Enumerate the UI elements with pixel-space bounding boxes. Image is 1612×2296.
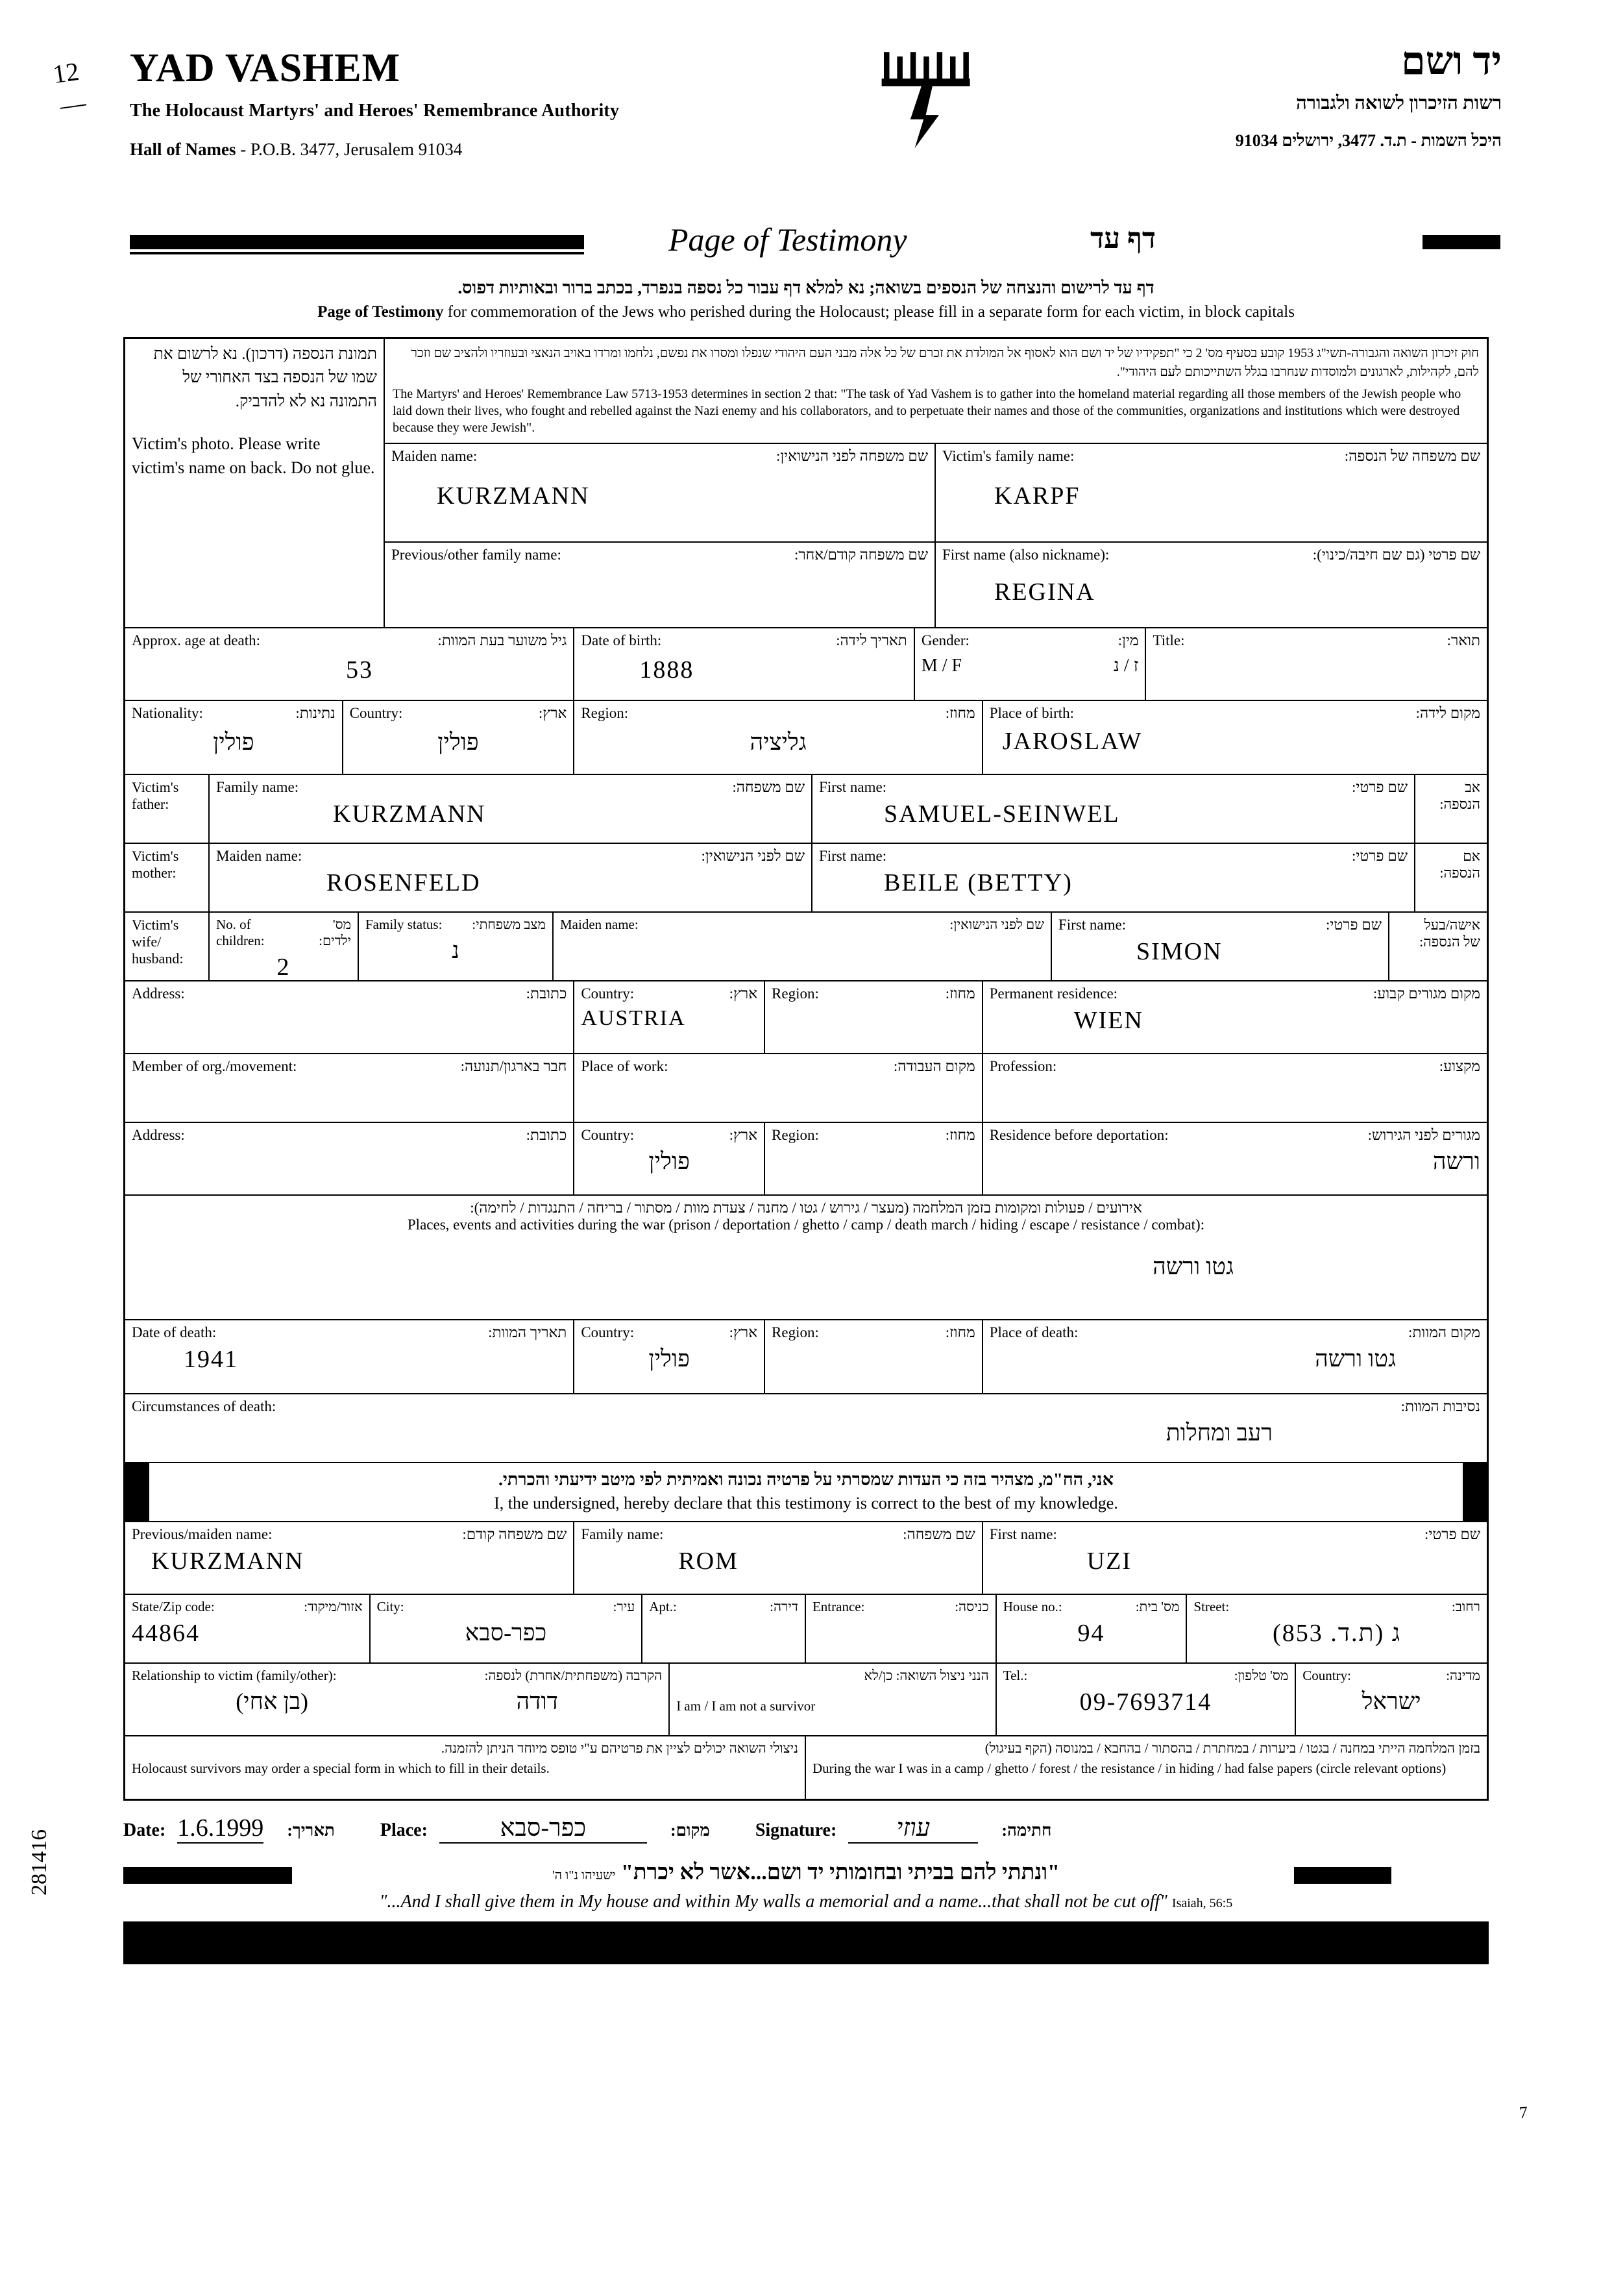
circumstances-label-en: Circumstances of death: <box>132 1398 276 1414</box>
mother-row <box>125 844 1487 913</box>
spouse-maiden-label-he: שם לפני הנישואין: <box>949 917 1044 932</box>
predeport-residence-label-he: מגורים לפני הגירוש: <box>1367 1127 1480 1143</box>
bottom-stamp: 7 <box>1518 2103 1528 2123</box>
quote-rule-left <box>123 1867 292 1884</box>
mother-first-name-label-en: First name: <box>819 848 887 864</box>
city-field[interactable] <box>371 1595 643 1662</box>
death-row <box>125 1320 1487 1394</box>
declaration-row <box>125 1463 1487 1522</box>
family-status-label-he: מצב משפחתי: <box>472 917 546 932</box>
father-side-label-he-1: אב <box>1465 779 1480 795</box>
permanent-residence-label-en: Permanent residence: <box>989 985 1118 1002</box>
victim-first-name-value: REGINA <box>994 578 1095 606</box>
survivor-label-en: I am / I am not a survivor <box>676 1698 816 1714</box>
nationality-field[interactable] <box>125 701 343 774</box>
submitter-first-name-field[interactable] <box>983 1522 1487 1594</box>
signature-label-he: חתימה: <box>1001 1821 1052 1840</box>
telephone-value: 09-7693714 <box>1079 1688 1212 1716</box>
predeport-address-label-en: Address: <box>132 1127 185 1143</box>
instructions <box>97 278 1515 321</box>
footer-black-bar <box>123 1921 1489 1964</box>
gender-options-en[interactable]: M / F <box>921 656 962 676</box>
father-family-name-label-en: Family name: <box>216 779 299 795</box>
declaration-he: אני, הח"מ, מצהיר בזה כי העדות שמסרתי על פרטיה נכונה ואמיתית לפי מיטב ידיעתי והכרתי. <box>498 1470 1114 1489</box>
mother-first-name-label-he: שם פרטי: <box>1351 848 1408 864</box>
zip-label-en: State/Zip code: <box>132 1599 215 1614</box>
hall-of-names-bold: Hall of Names <box>130 140 236 159</box>
house-no-field[interactable] <box>997 1595 1188 1662</box>
page-title-he: דף עד <box>1090 223 1156 254</box>
gender-options-he[interactable]: ז / נ <box>1113 656 1139 676</box>
telephone-label-en: Tel.: <box>1003 1668 1028 1683</box>
predeport-region-label-en: Region: <box>772 1127 819 1143</box>
submitter-country-value: ישראל <box>1362 1688 1421 1714</box>
predeport-country-label-en: Country: <box>581 1127 635 1143</box>
spouse-first-name-field[interactable] <box>1052 913 1389 980</box>
place-label-he: מקום: <box>670 1821 710 1840</box>
death-country-field[interactable] <box>574 1320 765 1393</box>
wartime-options-note[interactable] <box>806 1736 1487 1799</box>
birth-region-value: גליציה <box>750 729 807 755</box>
date-of-death-label-he: תאריך המוות: <box>488 1324 567 1340</box>
father-family-name-label-he: שם משפחה: <box>732 779 805 795</box>
maiden-name-label-en: Maiden name: <box>391 448 478 464</box>
family-status-label-en: Family status: <box>365 917 443 932</box>
spouse-first-name-label-en: First name: <box>1058 917 1127 933</box>
quote-he <box>123 1860 1489 1885</box>
nationality-value: פולין <box>213 729 254 755</box>
entrance-label-en: Entrance: <box>812 1599 865 1614</box>
circumstances-value: רעב ומחלות <box>1166 1420 1273 1446</box>
pre-deportation-row <box>125 1123 1487 1196</box>
death-region-field[interactable] <box>765 1320 983 1393</box>
previous-family-name-label-he: שם משפחה קודם/אחר: <box>794 547 928 563</box>
entrance-field[interactable] <box>806 1595 997 1662</box>
predeport-residence-value: ורשה <box>1432 1148 1480 1174</box>
declaration-block-right <box>1465 1463 1487 1521</box>
date-field[interactable] <box>123 1814 335 1844</box>
father-side-label-he-2: הנספה: <box>1439 796 1480 812</box>
death-region-label-he: מחוז: <box>945 1324 975 1340</box>
spouse-side-label-en-2: husband: <box>132 950 184 967</box>
profession-label-he: מקצוע: <box>1439 1058 1480 1074</box>
date-label-en: Date: <box>123 1820 166 1840</box>
date-label-he: תאריך: <box>287 1821 335 1840</box>
quote-en-ref: Isaiah, 56:5 <box>1171 1896 1233 1910</box>
gender-label-en: Gender: <box>921 632 970 648</box>
survivor-form-note-en: Holocaust survivors may order a special form in which to fill in their details. <box>132 1760 550 1776</box>
org-title-he: יד ושם <box>1401 40 1502 82</box>
family-status-value: נ <box>452 937 459 963</box>
war-events-value: גטו ורשה <box>1153 1253 1234 1279</box>
quote-en-text: "...And I shall give them in My house and within My walls a memorial and a name...that shall not be cut off" <box>379 1892 1167 1912</box>
circumstances-label-he: נסיבות המוות: <box>1400 1398 1480 1414</box>
predeport-region-label-he: מחוז: <box>945 1127 975 1143</box>
document-header <box>97 26 1515 221</box>
submitter-family-name-value: ROM <box>678 1548 739 1575</box>
place-label-en: Place: <box>380 1820 428 1840</box>
place-of-death-label-he: מקום המוות: <box>1408 1324 1480 1340</box>
org-title-en: YAD VASHEM <box>130 46 401 90</box>
maiden-name-value: KURZMANN <box>437 482 590 510</box>
maiden-name-field[interactable] <box>385 444 936 541</box>
page-title-en: Page of Testimony <box>668 221 907 258</box>
photo-note-en: Victim's photo. Please write victim's name on back. Do not glue. <box>132 434 375 478</box>
victim-family-name-label-en: Victim's family name: <box>942 448 1075 464</box>
menorah-logo <box>863 45 993 156</box>
victim-family-name-value: KARPF <box>994 482 1081 510</box>
father-first-name-label-en: First name: <box>819 779 887 795</box>
victim-first-name-label-he: שם פרטי (גם שם חיבה/כינוי): <box>1312 547 1480 563</box>
house-no-label-he: מס' בית: <box>1135 1599 1180 1614</box>
zip-label-he: אזור/מיקוד: <box>304 1599 363 1614</box>
place-of-work-field[interactable] <box>574 1054 983 1122</box>
nationality-label-en: Nationality: <box>132 705 203 721</box>
submitter-prev-maiden-label-en: Previous/maiden name: <box>132 1526 273 1542</box>
age-at-death-label-en: Approx. age at death: <box>132 632 260 648</box>
place-of-birth-value: JAROSLAW <box>1002 728 1143 755</box>
submitter-prev-maiden-label-he: שם משפחה קודם: <box>462 1526 567 1542</box>
hall-of-names-he: היכל השמות - ת.ד. 3477, ירושלים 91034 <box>1235 131 1502 150</box>
date-of-death-field[interactable] <box>125 1320 574 1393</box>
relationship-value: דודה <box>516 1688 558 1714</box>
quote-block <box>123 1860 1489 1912</box>
residence-address-field[interactable] <box>125 981 574 1053</box>
father-side-label-en-1: Victim's <box>132 779 179 795</box>
date-of-birth-value: 1888 <box>639 656 694 684</box>
birth-region-field[interactable] <box>574 701 983 774</box>
place-value: כפר-סבא <box>439 1814 647 1844</box>
house-no-value: 94 <box>1077 1620 1105 1647</box>
submitter-prev-maiden-field[interactable] <box>125 1522 574 1594</box>
wartime-options-note-he: בזמן המלחמה הייתי במחנה / בגטו / ביערות / במחתרת / בהסתור / בהחבא / במנוסה (הקף בעיגול) <box>984 1740 1480 1756</box>
age-at-death-field[interactable] <box>125 628 574 700</box>
place-field[interactable] <box>380 1814 710 1844</box>
birth-country-label-he: ארץ: <box>538 705 567 721</box>
law-text-he: חוק זיכרון השואה והגבורה-תשי"ג 1953 קובע בסעיף מס' 2 כי "תפקידיו של יד ושם הוא לאסוף אל המולדת את זכרם של כל אלה מבני העם היהודי שנפלו ומסרו את נפשם, נלחמו ומרדו באויב הנאצי ובעוזריו ולהציב שם וזכר להם, לקהילות, לארגונים ולמוסדות שנחרבו בגלל השתייכותם לעם היהודי". <box>411 346 1479 379</box>
age-dob-gender-row <box>125 628 1487 701</box>
organization-label-en: Member of org./movement: <box>132 1058 297 1074</box>
notes-row <box>125 1736 1487 1799</box>
victim-family-name-label-he: שם משפחה של הנספה: <box>1344 448 1480 464</box>
date-value: 1.6.1999 <box>177 1814 263 1844</box>
nationality-label-he: נתינות: <box>295 705 336 721</box>
place-of-birth-label-he: מקום לידה: <box>1415 705 1480 721</box>
children-count-value: 2 <box>276 954 291 981</box>
residence-country-field[interactable] <box>574 981 765 1053</box>
city-value: כפר-סבא <box>465 1620 547 1646</box>
page-of-testimony-title-row <box>97 221 1515 269</box>
birth-region-label-en: Region: <box>581 705 629 721</box>
mother-first-name-field[interactable] <box>812 844 1415 911</box>
residence-address-label-he: כתובת: <box>526 985 567 1002</box>
residence-region-field[interactable] <box>765 981 983 1053</box>
relationship-label-en: Relationship to victim (family/other): <box>132 1668 337 1683</box>
apt-label-he: דירה: <box>770 1599 798 1614</box>
gender-field[interactable] <box>915 628 1147 700</box>
profession-field[interactable] <box>983 1054 1487 1122</box>
predeport-residence-field[interactable] <box>983 1123 1487 1194</box>
organization-label-he: חבר בארגון/תנועה: <box>460 1058 567 1074</box>
permanent-residence-field[interactable] <box>983 981 1487 1053</box>
father-family-name-value: KURZMANN <box>333 800 486 828</box>
mother-side-label-he-2: הנספה: <box>1439 865 1480 881</box>
maiden-name-label-he: שם משפחה לפני הנישואין: <box>775 448 928 464</box>
signature-label-en: Signature: <box>755 1820 837 1840</box>
org-subtitle-he: רשות הזיכרון לשואה ולגבורה <box>1296 93 1502 114</box>
death-country-value: פולין <box>648 1346 690 1372</box>
gender-label-he: מין: <box>1117 632 1139 648</box>
date-of-birth-label-en: Date of birth: <box>581 632 662 648</box>
title-label-en: Title: <box>1153 632 1185 648</box>
spouse-first-name-label-he: שם פרטי: <box>1325 917 1382 933</box>
residence-country-value: AUSTRIA <box>581 1006 686 1030</box>
father-first-name-field[interactable] <box>812 775 1415 843</box>
predeport-country-value: פולין <box>648 1148 690 1174</box>
street-field[interactable] <box>1187 1595 1487 1662</box>
mother-maiden-value: ROSENFELD <box>326 869 481 896</box>
place-of-work-label-en: Place of work: <box>581 1058 668 1074</box>
death-country-label-he: ארץ: <box>729 1324 758 1340</box>
father-first-name-label-he: שם פרטי: <box>1351 779 1408 795</box>
victim-family-name-field[interactable] <box>936 444 1487 541</box>
spouse-row <box>125 913 1487 981</box>
law-text-en: The Martyrs' and Heroes' Remembrance Law 5713-1953 determines in section 2 that: "The task of Yad Vashem is to gather into the homeland material regarding all those members of the Jewish people who laid down their lives, who fought and rebelled against the Nazi enemy and his collaborators, and to perpetuate their names and those of the communities, organizations and institutions which were destroyed because they were Jewish". <box>393 387 1461 435</box>
apt-label-en: Apt.: <box>649 1599 677 1614</box>
apt-field[interactable] <box>642 1595 806 1662</box>
residence-address-label-en: Address: <box>132 985 185 1002</box>
father-first-name-value: SAMUEL-SEINWEL <box>884 800 1120 828</box>
age-at-death-value: 53 <box>346 656 373 684</box>
children-count-label-he: מס' ילדים: <box>319 917 351 948</box>
signature-value: עוזי <box>848 1814 978 1844</box>
entrance-label-he: כניסה: <box>955 1599 989 1614</box>
relationship-label-he: הקרבה (משפחתית/אחרת) לנספה: <box>484 1668 663 1683</box>
title-rule-left <box>130 235 584 249</box>
top-block-row <box>125 339 1487 628</box>
archive-side-number: 281416 <box>27 1829 51 1895</box>
org-subtitle-en: The Holocaust Martyrs' and Heroes' Remembrance Authority <box>130 101 620 121</box>
telephone-field[interactable] <box>997 1664 1297 1735</box>
city-label-he: עיר: <box>613 1599 635 1614</box>
circumstances-row[interactable] <box>125 1394 1487 1463</box>
birth-country-value: פולין <box>437 729 479 755</box>
war-events-label-he: אירועים / פעולות ומקומות בזמן המלחמה (מעצר / גירוש / גטו / מחנה / צעדת מוות / מסתור / בריחה / התנגדות / לחימה): <box>470 1200 1142 1216</box>
submitter-family-name-label-en: Family name: <box>581 1526 664 1542</box>
spouse-maiden-name-field[interactable] <box>554 913 1052 980</box>
children-count-label-en: No. of children: <box>216 917 265 948</box>
place-of-death-label-en: Place of death: <box>989 1324 1079 1340</box>
street-label-he: רחוב: <box>1451 1599 1480 1614</box>
death-country-label-en: Country: <box>581 1324 635 1340</box>
permanent-residence-value: WIEN <box>1073 1007 1143 1034</box>
survivor-field[interactable] <box>670 1664 997 1735</box>
birth-country-label-en: Country: <box>349 705 403 721</box>
victim-first-name-field[interactable] <box>936 543 1487 627</box>
war-events-label-en: Places, events and activities during the war (prison / deportation / ghetto / camp / death march / hiding / escape / resistance / combat): <box>407 1216 1205 1233</box>
quote-en <box>123 1892 1489 1912</box>
father-family-name-field[interactable] <box>210 775 812 843</box>
submitter-name-row <box>125 1522 1487 1595</box>
permanent-residence-row <box>125 981 1487 1054</box>
survivor-form-note <box>125 1736 806 1799</box>
wartime-options-note-en: During the war I was in a camp / ghetto / forest / the resistance / in hiding / had false papers (circle relevant options) <box>812 1760 1447 1776</box>
age-at-death-label-he: גיל משוער בעת המוות: <box>437 632 567 648</box>
spouse-side-label-he <box>1389 913 1487 980</box>
quote-he-text: "ונתתי להם בביתי ובחומותי יד ושם...אשר לא יכרת" <box>621 1860 1060 1884</box>
quote-rule-right <box>1294 1867 1391 1884</box>
predeport-residence-label-en: Residence before deportation: <box>989 1127 1169 1143</box>
previous-family-name-field[interactable] <box>385 543 936 627</box>
death-region-label-en: Region: <box>772 1324 819 1340</box>
place-of-birth-field[interactable] <box>983 701 1487 774</box>
title-rule-right <box>1423 235 1500 249</box>
date-of-death-label-en: Date of death: <box>132 1324 217 1340</box>
father-side-label-en-2: father: <box>132 796 169 812</box>
instructions-en <box>97 303 1515 321</box>
residence-region-label-he: מחוז: <box>945 985 975 1002</box>
spouse-side-label-en-1: Victim's wife/ <box>132 917 179 950</box>
spouse-first-name-value: SIMON <box>1136 938 1223 965</box>
photo-cell <box>125 339 385 627</box>
signature-field[interactable] <box>755 1814 1052 1844</box>
submitter-first-name-label-en: First name: <box>989 1526 1057 1542</box>
organization-field[interactable] <box>125 1054 574 1122</box>
title-field[interactable] <box>1146 628 1487 700</box>
date-of-birth-field[interactable] <box>574 628 915 700</box>
city-label-en: City: <box>376 1599 404 1614</box>
place-of-death-field[interactable] <box>983 1320 1487 1393</box>
place-of-work-label-he: מקום העבודה: <box>893 1058 975 1074</box>
birth-country-field[interactable] <box>343 701 575 774</box>
predeport-region-field[interactable] <box>765 1123 983 1194</box>
form-table <box>123 337 1489 1801</box>
relationship-row <box>125 1664 1487 1736</box>
place-of-death-value: גטו ורשה <box>1315 1346 1396 1372</box>
predeport-country-label-he: ארץ: <box>729 1127 758 1143</box>
submitter-address-row <box>125 1595 1487 1664</box>
date-of-birth-label-he: תאריך לידה: <box>836 632 907 648</box>
first-name-row <box>385 543 1487 627</box>
instructions-en-bold: Page of Testimony <box>317 303 444 321</box>
submitter-country-label-en: Country: <box>1302 1668 1351 1683</box>
mother-side-label <box>125 844 210 911</box>
law-and-names-cell <box>385 339 1487 627</box>
instructions-en-rest: for commemoration of the Jews who perished during the Holocaust; please fill in a separate form for each victim, in block capitals <box>443 303 1295 321</box>
page-of-testimony-form <box>0 26 1612 2296</box>
submitter-prev-maiden-value: KURZMANN <box>151 1548 304 1575</box>
spouse-maiden-label-en: Maiden name: <box>560 917 639 932</box>
residence-country-label-he: ארץ: <box>729 985 758 1002</box>
declaration-block-left <box>125 1463 147 1521</box>
war-events-row[interactable] <box>125 1196 1487 1320</box>
survivor-label-he: הנני ניצול השואה: כן/לא <box>864 1668 989 1683</box>
street-label-en: Street: <box>1193 1599 1230 1614</box>
submitter-family-name-label-he: שם משפחה: <box>903 1526 975 1542</box>
mother-side-label-en-2: mother: <box>132 865 177 881</box>
mother-side-label-en-1: Victim's <box>132 848 179 864</box>
family-status-field[interactable] <box>359 913 554 980</box>
spouse-side-label <box>125 913 210 980</box>
title-label-he: תואר: <box>1447 632 1480 648</box>
mother-side-label-he-1: אם <box>1463 848 1480 864</box>
spouse-side-label-he-1: אישה/בעל <box>1424 917 1480 933</box>
place-of-birth-label-en: Place of birth: <box>989 705 1075 721</box>
mother-side-label-he <box>1415 844 1487 911</box>
spouse-side-label-he-2: של הנספה: <box>1419 933 1480 950</box>
quote-he-ref: ישעיהו נ"ו ה' <box>552 1868 616 1882</box>
mother-first-name-value: BEILE (BETTY) <box>884 869 1073 896</box>
submitter-first-name-value: UZI <box>1086 1548 1132 1575</box>
mother-maiden-label-he: שם לפני הנישואין: <box>701 848 805 864</box>
submitter-country-label-he: מדינה: <box>1446 1668 1480 1683</box>
signature-row <box>123 1801 1489 1857</box>
zip-field[interactable] <box>125 1595 371 1662</box>
profession-label-en: Profession: <box>989 1058 1057 1074</box>
zip-value: 44864 <box>132 1620 200 1647</box>
hall-of-names-en <box>130 140 619 160</box>
residence-country-label-en: Country: <box>581 985 635 1002</box>
submitter-family-name-field[interactable] <box>574 1522 983 1594</box>
residence-region-label-en: Region: <box>772 985 819 1002</box>
birth-details-row <box>125 701 1487 775</box>
previous-family-name-label-en: Previous/other family name: <box>391 547 561 563</box>
predeport-country-field[interactable] <box>574 1123 765 1194</box>
photo-note-he: תמונת הנספה (דרכון). נא לרשום את שמו של הנספה בצד האחורי של התמונה נא לא להדביק. <box>153 345 377 410</box>
father-row <box>125 775 1487 844</box>
house-no-label-en: House no.: <box>1003 1599 1062 1614</box>
birth-region-label-he: מחוז: <box>945 705 975 721</box>
relationship-value-alt: (בן אחי) <box>236 1688 309 1714</box>
father-side-label <box>125 775 210 843</box>
submitter-first-name-label-he: שם פרטי: <box>1424 1526 1480 1542</box>
declaration-en: I, the undersigned, hereby declare that this testimony is correct to the best of my knowledge. <box>494 1494 1118 1512</box>
work-row <box>125 1054 1487 1123</box>
mother-maiden-label-en: Maiden name: <box>216 848 302 864</box>
corner-number: 12 — <box>51 56 88 121</box>
law-text-block <box>385 339 1487 444</box>
father-side-label-he <box>1415 775 1487 843</box>
hall-of-names-address: - P.O.B. 3477, Jerusalem 91034 <box>236 140 463 159</box>
mother-maiden-name-field[interactable] <box>210 844 812 911</box>
permanent-residence-label-he: מקום מגורים קבוע: <box>1373 985 1480 1002</box>
submitter-country-field[interactable] <box>1296 1664 1487 1735</box>
date-of-death-value: 1941 <box>184 1346 238 1373</box>
victim-first-name-label-en: First name (also nickname): <box>942 547 1110 563</box>
telephone-label-he: מס' טלפון: <box>1234 1668 1289 1683</box>
children-count-field[interactable] <box>210 913 359 980</box>
survivor-form-note-he: ניצולי השואה יכולים לציין את פרטיהם ע"י טופס מיוחד הניתן להזמנה. <box>441 1740 798 1756</box>
predeport-address-label-he: כתובת: <box>526 1127 567 1143</box>
instructions-he: דף עד לרישום והנצחה של הנספים בשואה; נא למלא דף עבור כל נספה בנפרד, בכתב ברור ובאותיות דפוס. <box>458 278 1154 297</box>
family-name-row <box>385 444 1487 543</box>
predeport-address-field[interactable] <box>125 1123 574 1194</box>
street-value: ג (ת.ד. 853) <box>1273 1620 1402 1647</box>
relationship-field[interactable] <box>125 1664 670 1735</box>
